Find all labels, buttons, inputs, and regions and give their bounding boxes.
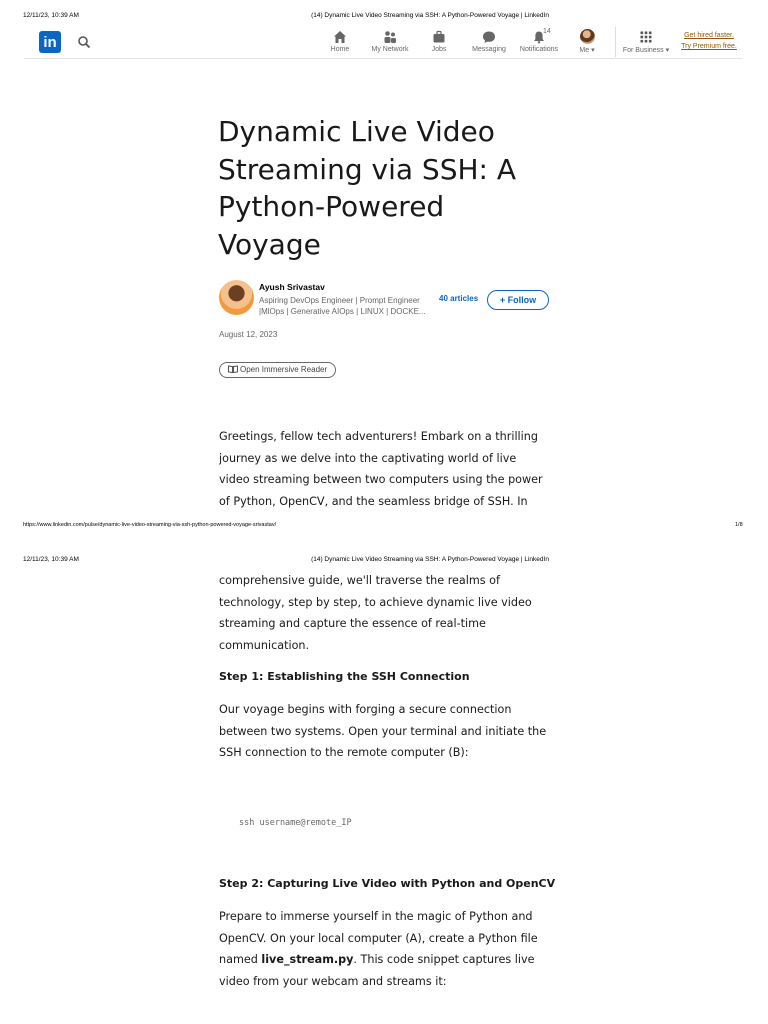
print-header-page-2 bbox=[0, 556, 768, 570]
publish-date: August 12, 2023 bbox=[219, 330, 278, 339]
nav-divider bbox=[615, 27, 616, 57]
nav-label: Messaging bbox=[472, 46, 506, 53]
immersive-reader-label: Open Immersive Reader bbox=[240, 365, 328, 374]
nav-messaging[interactable] bbox=[470, 27, 508, 57]
avatar bbox=[580, 29, 595, 44]
chevron-down-icon: ▾ bbox=[591, 47, 595, 54]
nav-me[interactable] bbox=[576, 27, 598, 57]
notification-badge: 14 bbox=[543, 28, 551, 35]
print-header bbox=[0, 12, 768, 26]
nav-notifications[interactable] bbox=[518, 27, 560, 57]
author-avatar[interactable] bbox=[219, 280, 254, 315]
print-page-title: (14) Dynamic Live Video Streaming via SSH: A Python-Powered Voyage | LinkedIn bbox=[311, 556, 549, 563]
nav-label: My Network bbox=[371, 46, 409, 53]
nav-label: Home bbox=[330, 46, 350, 53]
search-icon[interactable] bbox=[77, 35, 91, 49]
author-row bbox=[219, 280, 559, 320]
code-snippet: ssh username@remote_IP bbox=[239, 818, 352, 828]
print-page-title: (14) Dynamic Live Video Streaming via SSH: A Python-Powered Voyage | LinkedIn bbox=[311, 12, 549, 19]
top-navigation bbox=[24, 27, 742, 59]
nav-label: Me bbox=[579, 47, 590, 54]
immersive-reader-button[interactable] bbox=[219, 362, 336, 378]
step-2-text-a: Prepare to immerse yourself in the magic of Python and OpenCV. On your local computer (A), create a Python file named bbox=[219, 910, 538, 967]
nav-jobs[interactable] bbox=[429, 27, 449, 57]
nav-for-business[interactable] bbox=[621, 27, 671, 57]
grid-icon bbox=[639, 30, 653, 44]
articles-count-link[interactable]: 40 articles bbox=[439, 294, 479, 303]
message-icon bbox=[482, 30, 496, 44]
step-2-filename: live_stream.py bbox=[261, 953, 354, 967]
nav-label: Jobs bbox=[431, 46, 447, 53]
nav-label: For Business bbox=[622, 47, 664, 54]
home-icon bbox=[333, 30, 347, 44]
print-timestamp: 12/11/23, 10:39 AM bbox=[23, 12, 79, 19]
step-2-paragraph bbox=[219, 906, 549, 993]
step-1-heading: Step 1: Establishing the SSH Connection bbox=[219, 670, 470, 683]
follow-button[interactable]: + Follow bbox=[487, 290, 549, 310]
print-page-number: 1/8 bbox=[735, 522, 743, 528]
step-1-paragraph: Our voyage begins with forging a secure connection between two systems. Open your terminal and initiate the SSH connection to the remote computer (B): bbox=[219, 703, 547, 760]
premium-line-2[interactable]: Try Premium free. bbox=[681, 43, 737, 50]
nav-home[interactable] bbox=[327, 27, 353, 57]
intro-paragraph-part-2: comprehensive guide, we'll traverse the realms of technology, step by step, to achieve dynamic live video streaming and capture the essence of real-time communication. bbox=[219, 574, 532, 653]
intro-paragraph-part-1: Greetings, fellow tech adventurers! Embark on a thrilling journey as we delve into the captivating world of live video streaming between two computers using the power of Python, OpenCV, and the seamless bridge of SSH. In bbox=[219, 430, 543, 509]
step-2-heading: Step 2: Capturing Live Video with Python and OpenCV bbox=[219, 877, 556, 890]
author-headline: Aspiring DevOps Engineer | Prompt Engineer |MlOps | Generative AIOps | LINUX | DOCKE... bbox=[259, 296, 426, 316]
author-name[interactable]: Ayush Srivastav bbox=[259, 282, 325, 292]
briefcase-icon bbox=[432, 30, 446, 44]
chevron-down-icon: ▾ bbox=[665, 47, 670, 54]
print-timestamp: 12/11/23, 10:39 AM bbox=[23, 556, 79, 563]
nav-my-network[interactable] bbox=[367, 27, 413, 57]
print-url: https://www.linkedin.com/pulse/dynamic-live-video-streaming-via-ssh-python-powered-voyage-srivastav/ bbox=[23, 522, 277, 528]
premium-link[interactable] bbox=[678, 30, 740, 52]
article-title: Dynamic Live Video Streaming via SSH: A Python-Powered Voyage bbox=[218, 115, 517, 261]
linkedin-logo[interactable]: in bbox=[39, 31, 61, 53]
nav-label: Notifications bbox=[519, 46, 559, 53]
book-icon bbox=[228, 365, 238, 373]
premium-line-1[interactable]: Get hired faster. bbox=[684, 32, 734, 39]
network-icon bbox=[383, 30, 397, 44]
step-2-text-b: . This code snippet captures live video from your webcam and streams it: bbox=[219, 953, 535, 989]
